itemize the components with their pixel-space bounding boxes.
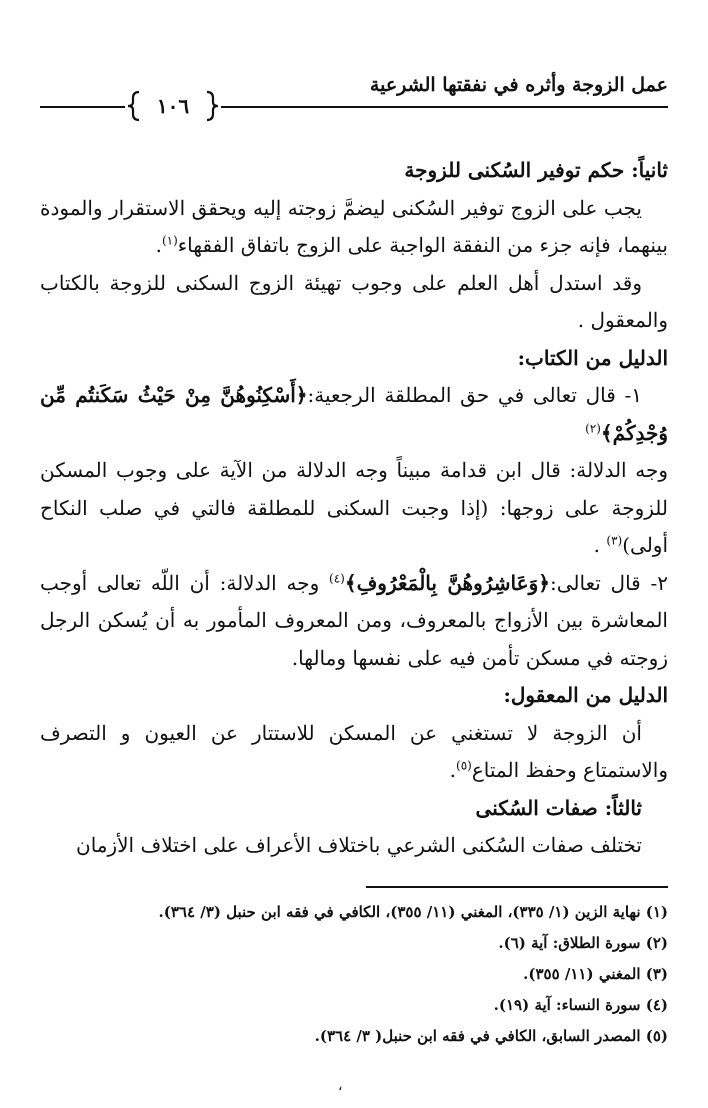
- paragraph-text: يجب على الزوج توفير السُكنى ليضمَّ زوجته إليه ويحقق الاستقرار والمودة بينهما، فإنه جزء من النفقة الواجبة على الزوج باتفاق الفقهاء: [40, 195, 668, 257]
- paragraph-evidence-reason: [40, 715, 668, 790]
- footnotes: [40, 897, 668, 1052]
- footnote-ref-3[interactable]: (٣): [606, 533, 623, 548]
- paragraph-housing-obligation: [40, 190, 668, 265]
- full-stop: .: [449, 758, 457, 782]
- evidence-item-1-text: ١- قال تعالى في حق المطلقة الرجعية:: [307, 383, 642, 407]
- footnote-4: (٤) سورة النساء: آية (١٩).: [493, 996, 668, 1014]
- footnote-3: (٣) المغني (١١/ ٣٥٥).: [523, 965, 668, 983]
- footnote-ref-1[interactable]: (١): [161, 233, 178, 248]
- full-stop: .: [155, 233, 162, 257]
- heading-evidence-book: الدليل من الكتاب:: [517, 345, 668, 370]
- evidence-item-2-explanation: وجه الدلالة: أن اللّه تعالى أوجب المعاشرة بين الأزواج بالمعروف، ومن المعروف المأمور به أن يُسكن الرجل زوجته في مسكن تأمن فيه على نفسها ومالها.: [40, 570, 668, 670]
- paragraph-housing-features: تختلف صفات السُكنى الشرعي باختلاف الأعراف على اختلاف الأزمان: [76, 833, 642, 857]
- page-header: [40, 70, 668, 126]
- heading-evidence-reason: الدليل من المعقول:: [503, 683, 668, 707]
- heading-housing-ruling: ثانياً: حكم توفير السُكنى للزوجة: [404, 158, 668, 182]
- bottom-mark: ،: [338, 1078, 343, 1094]
- footnote-5: (٥) المصدر السابق، الكافي في فقه ابن حنبل( ٣/ ٣٦٤).: [314, 1027, 668, 1045]
- heading-housing-features: ثالثاً: صفات السُكنى: [475, 795, 642, 820]
- footnote-separator: [366, 886, 668, 888]
- footnote-ref-2[interactable]: (٢): [585, 420, 601, 435]
- evidence-item-2-lead: ٢- قال تعالى:: [549, 570, 669, 595]
- full-stop: .: [593, 533, 607, 557]
- evidence-item-1-explanation: [40, 452, 668, 565]
- footnote-2: (٢) سورة الطلاق: آية (٦).: [498, 934, 668, 952]
- evidence-item-2: [40, 565, 668, 678]
- page-number: ١٠٦: [156, 94, 190, 118]
- page-number-frame: [125, 88, 221, 124]
- evidence-item-1: [40, 377, 668, 452]
- running-title: عمل الزوجة وأثره في نفقتها الشرعية: [360, 74, 668, 96]
- main-text: [40, 152, 668, 865]
- footnote-ref-5[interactable]: (٥): [456, 758, 472, 773]
- quran-verse-talaq: ﴿أَسْكِنُوهُنَّ مِنْ حَيْثُ سَكَنتُم مِّن وُجْدِكُمْ﴾: [40, 383, 668, 445]
- footnote-1: (١) نهاية الزين (١/ ٣٣٥)، المغني (١١/ ٣٥٥)، الكافي في فقه ابن حنبل (٣/ ٣٦٤).: [158, 903, 668, 921]
- reason-text: أن الزوجة لا تستغني عن المسكن للاستتار عن العيون و التصرف والاستمتاع وحفظ المتاع: [40, 720, 668, 782]
- paragraph-evidence-intro: وقد استدل أهل العلم على وجوب تهيئة الزوج السكنى للزوجة بالكتاب والمعقول .: [40, 270, 668, 332]
- footnote-ref-4[interactable]: (٤): [329, 570, 345, 585]
- explanation-text: وجه الدلالة: قال ابن قدامة مبيناً وجه الدلالة من الآية على وجوب المسكن للزوجة على زوجها: (إذا وجبت السكنى للمطلقة فالتي في صلب النكاح أولى): [40, 458, 668, 557]
- quran-verse-nisa: ﴿وَعَاشِرُوهُنَّ بِالْمَعْرُوفِ﴾: [344, 570, 550, 595]
